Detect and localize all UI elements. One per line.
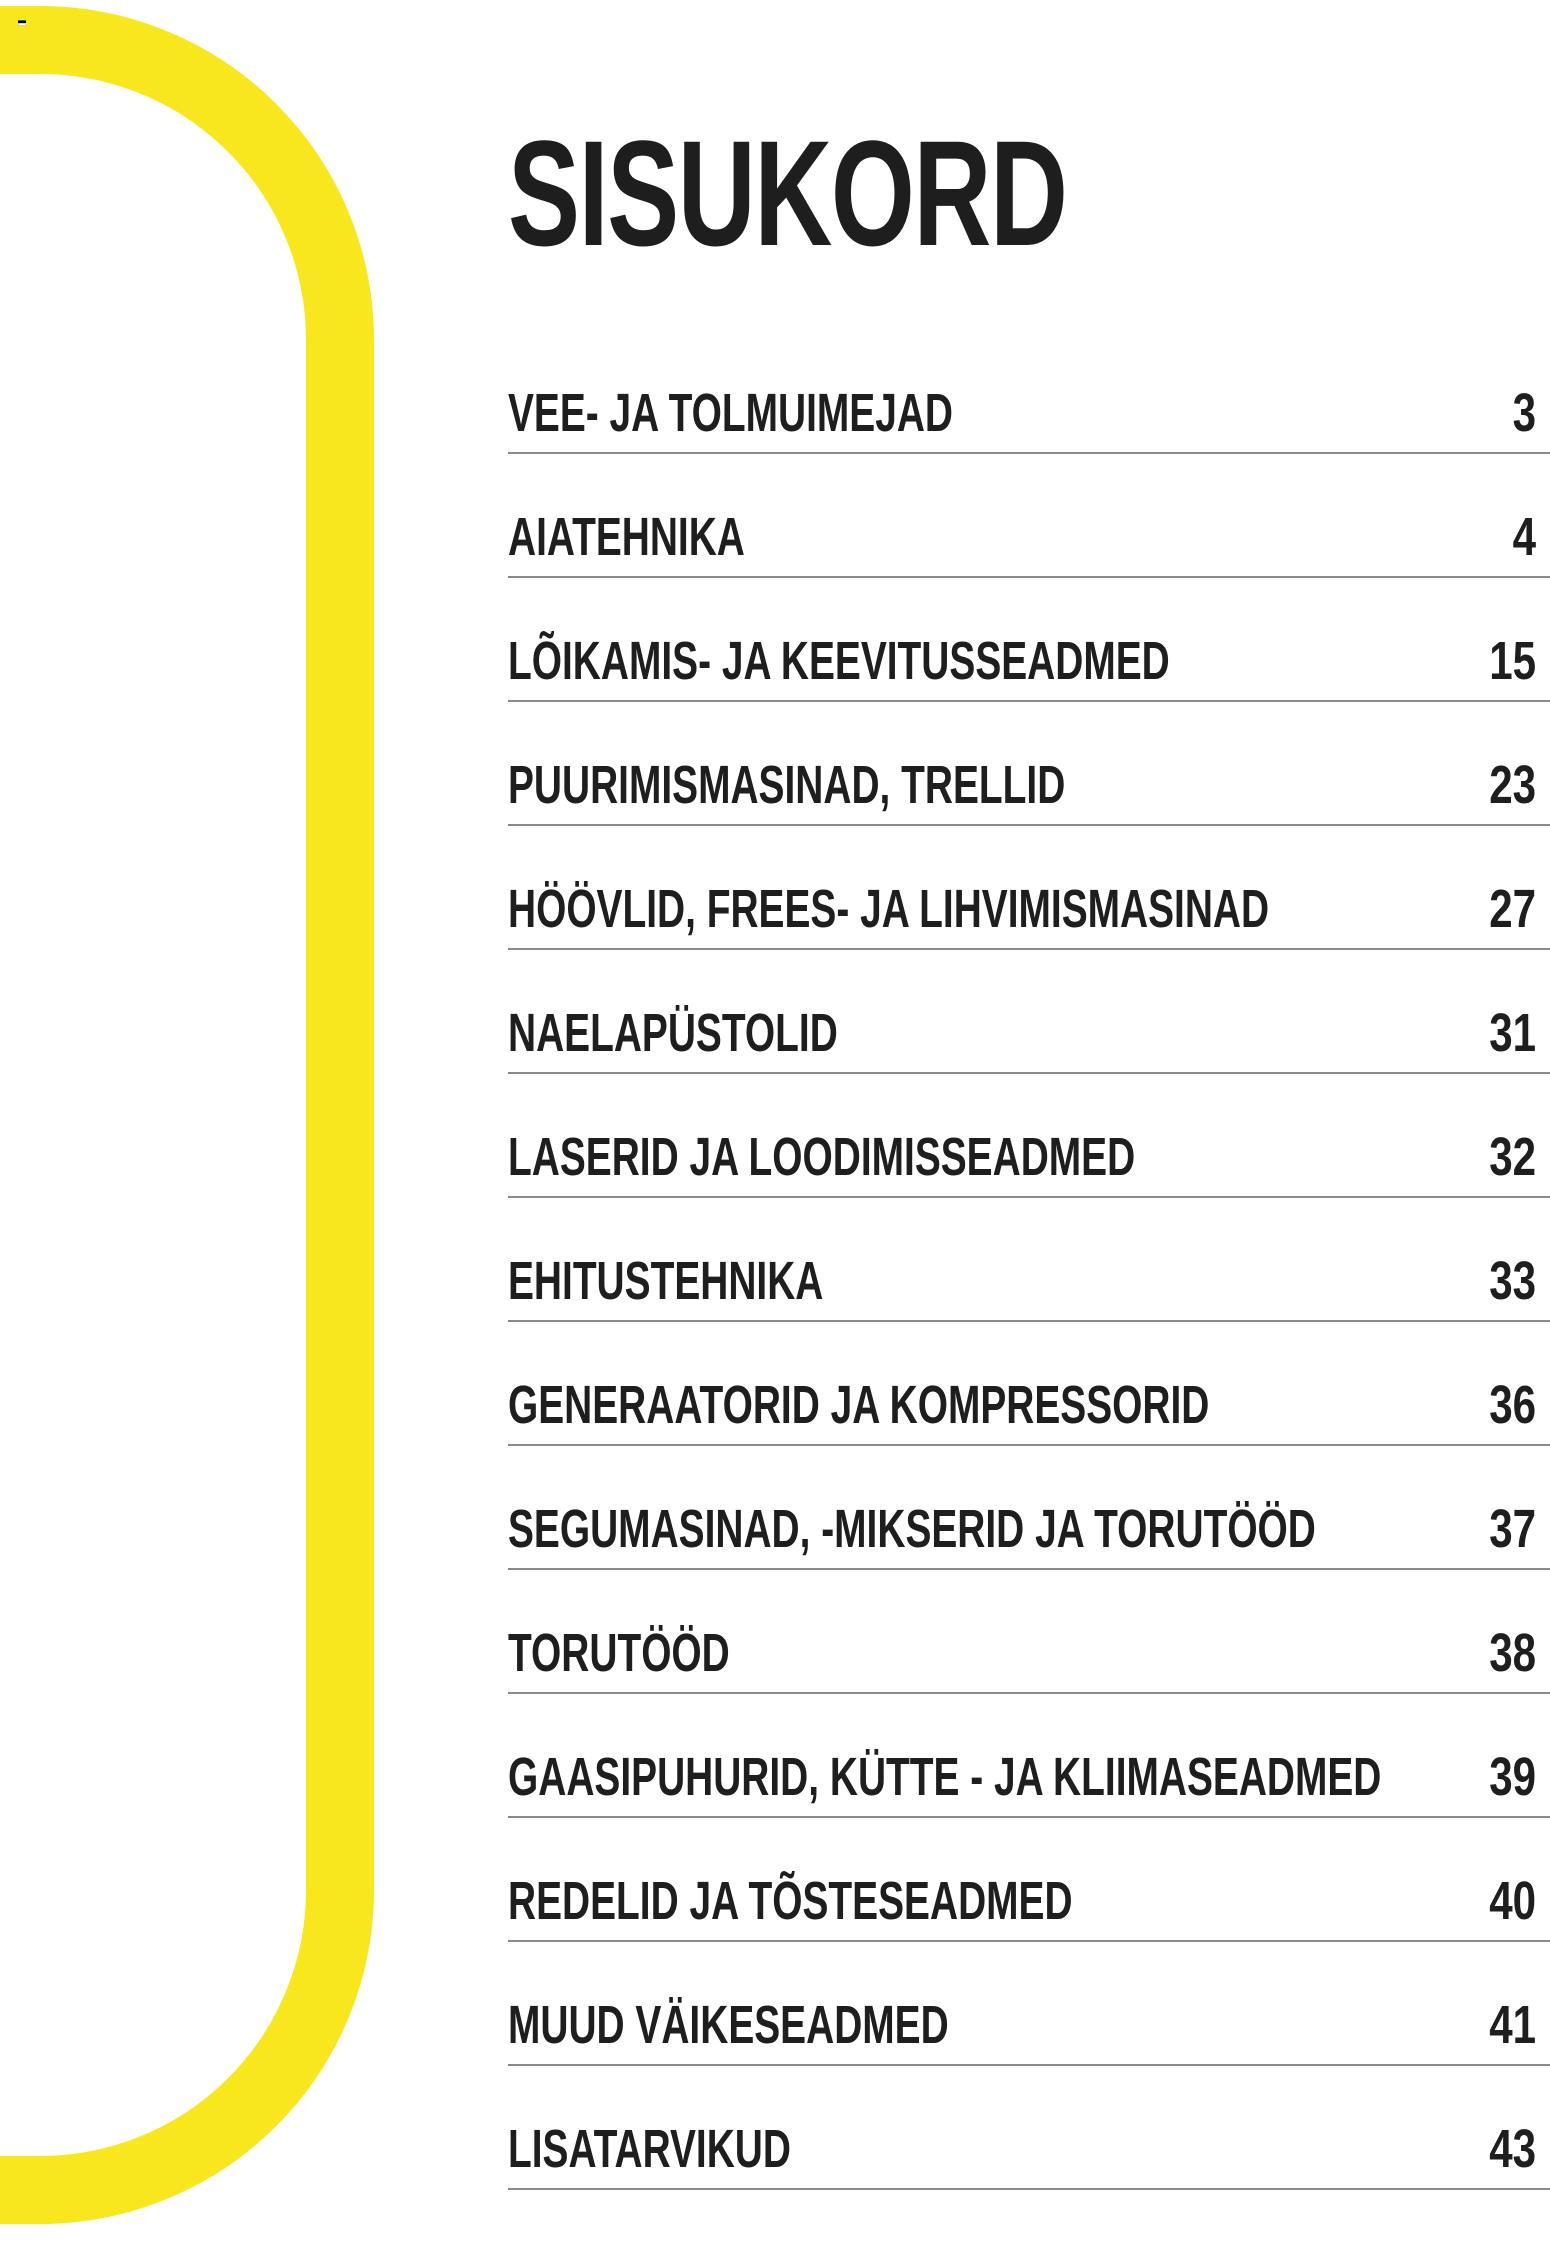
toc-page-number: 27 <box>1489 879 1536 939</box>
toc-row[interactable] <box>508 2066 1550 2190</box>
estonian-flag-icon <box>18 20 26 26</box>
toc-label: TORUTÖÖD <box>508 1623 730 1683</box>
page-title: SISUKORD <box>508 109 1067 277</box>
toc-row[interactable] <box>508 454 1550 578</box>
toc-label: GAASIPUHURID, KÜTTE - JA KLIIMASEADMED <box>508 1747 1382 1807</box>
toc-row[interactable] <box>508 1694 1550 1818</box>
toc-label: NAELAPÜSTOLID <box>508 1003 838 1063</box>
toc-label: EHITUSTEHNIKA <box>508 1251 824 1311</box>
toc-page-number: 32 <box>1489 1127 1536 1187</box>
toc-label: REDELID JA TÕSTESEADMED <box>508 1871 1073 1931</box>
toc-label: PUURIMISMASINAD, TRELLID <box>508 755 1066 815</box>
toc-page-number: 41 <box>1489 1995 1536 2055</box>
toc-row[interactable] <box>508 1570 1550 1694</box>
toc-label: SEGUMASINAD, -MIKSERID JA TORUTÖÖD <box>508 1499 1316 1559</box>
toc-label: LISATARVIKUD <box>508 2119 791 2179</box>
toc-row[interactable] <box>508 578 1550 702</box>
toc-row[interactable] <box>508 1446 1550 1570</box>
table-of-contents <box>508 330 1550 2190</box>
toc-page-number: 39 <box>1489 1747 1536 1807</box>
toc-page-number: 4 <box>1512 507 1536 567</box>
toc-label: VEE- JA TOLMUIMEJAD <box>508 383 954 443</box>
toc-page-number: 33 <box>1489 1251 1536 1311</box>
toc-label: MUUD VÄIKESEADMED <box>508 1995 949 2055</box>
toc-row[interactable] <box>508 1942 1550 2066</box>
toc-row[interactable] <box>508 702 1550 826</box>
toc-page-number: 40 <box>1489 1871 1536 1931</box>
toc-label: AIATEHNIKA <box>508 507 745 567</box>
toc-page-number: 38 <box>1489 1623 1536 1683</box>
toc-row[interactable] <box>508 826 1550 950</box>
toc-row[interactable] <box>508 1818 1550 1942</box>
toc-label: HÖÖVLID, FREES- JA LIHVIMISMASINAD <box>508 879 1270 939</box>
toc-label: LASERID JA LOODIMISSEADMED <box>508 1127 1136 1187</box>
toc-row[interactable] <box>508 950 1550 1074</box>
toc-page-number: 23 <box>1489 755 1536 815</box>
toc-page-number: 36 <box>1489 1375 1536 1435</box>
toc-page-number: 31 <box>1489 1003 1536 1063</box>
toc-page-number: 15 <box>1489 631 1536 691</box>
toc-label: GENERAATORID JA KOMPRESSORID <box>508 1375 1210 1435</box>
toc-page-number: 3 <box>1512 383 1536 443</box>
toc-label: LÕIKAMIS- JA KEEVITUSSEADMED <box>508 631 1170 691</box>
toc-page-number: 43 <box>1489 2119 1536 2179</box>
toc-page-number: 37 <box>1489 1499 1536 1559</box>
toc-row[interactable] <box>508 330 1550 454</box>
toc-row[interactable] <box>508 1198 1550 1322</box>
toc-row[interactable] <box>508 1074 1550 1198</box>
toc-row[interactable] <box>508 1322 1550 1446</box>
